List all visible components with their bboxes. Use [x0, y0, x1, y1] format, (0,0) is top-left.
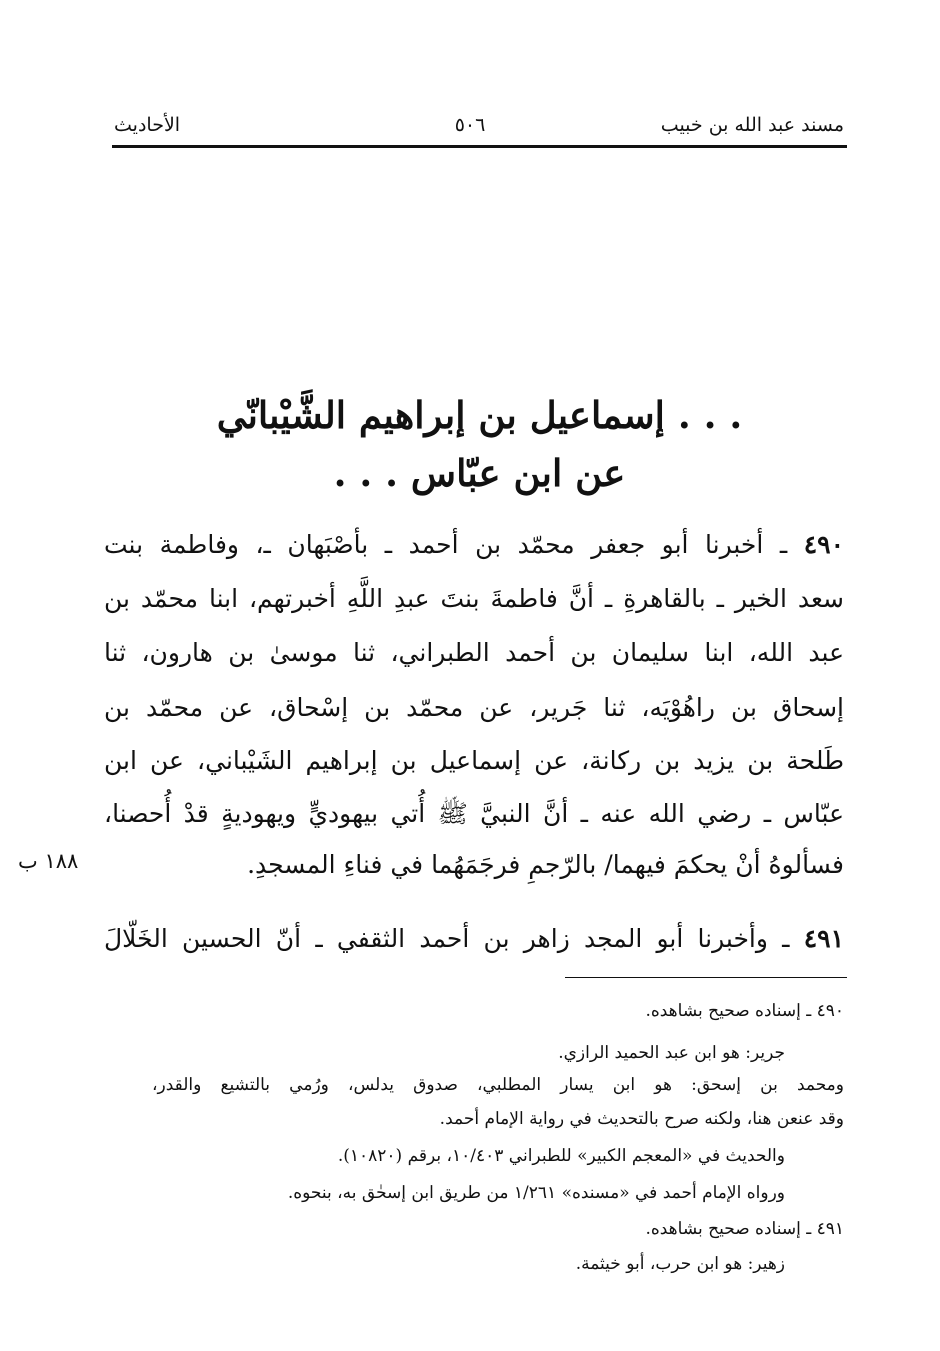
header-book-title: مسند عبد الله بن خبيب [660, 114, 844, 136]
footnote-490-narrator-jarir: جرير: هو ابن عبد الحميد الرازي. [558, 1043, 785, 1063]
hadith-491-line-1 [104, 921, 844, 957]
footnote-490-tadlis-note: وقد عنعن هنا، ولكنه صرح بالتحديث في رواية الإمام أحمد. [439, 1109, 844, 1129]
hadith-number: ٤٩١ [803, 924, 845, 953]
hadith-490-line-2: سعد الخير ـ بالقاهرةِ ـ أنَّ فاطمةَ بنتَ عبدِ اللَّهِ أخبرتهم، ابنا محمّد بن [104, 584, 844, 613]
footnote-490-source-tabarani: والحديث في «المعجم الكبير» للطبراني ١٠/٤٠٣، برقم (١٠٨٢٠). [337, 1146, 785, 1166]
hadith-490-line-4: إسحاق بن راهُوْيَه، ثنا جَرير، عن محمّد بن إسْحاق، عن محمّد بن [104, 693, 844, 722]
footnote-separator [565, 977, 847, 978]
hadith-490-line-1 [104, 527, 844, 563]
hadith-490-line-3: عبد الله، ابنا سليمان بن أحمد الطبراني، ثنا موسىٰ بن هارون، ثنا [104, 638, 844, 667]
hadith-490-line-7: فسألوهُ أنْ يحكمَ فيهما/ بالرّجمِ فرجَمَهُما في فناءِ المسجدِ. [247, 850, 844, 879]
section-heading-line-2: عن ابن عبّاس . . . [333, 451, 626, 495]
header-section-title: الأحاديث [114, 114, 181, 136]
footnote-491-grade: ٤٩١ ـ إسناده صحيح بشاهده. [645, 1219, 844, 1239]
hadith-text: ـ وأخبرنا أبو المجد زاهر بن أحمد الثقفي ـ أنّ الحسين الخَلّالَ [104, 924, 790, 953]
hadith-490-line-6: عبّاس ـ رضي الله عنه ـ أنَّ النبيَّ ﷺ أُتي بيهوديٍّ ويهوديةٍ قدْ أُحصنا، [104, 799, 844, 828]
hadith-number: ٤٩٠ [803, 530, 845, 559]
page-number: ٥٠٦ [454, 114, 486, 136]
footnote-490-grade: ٤٩٠ ـ إسناده صحيح بشاهده. [645, 1001, 844, 1021]
manuscript-folio-marker: ١٨٨ ب [18, 849, 79, 873]
footnote-490-narrator-ibn-ishaq: ومحمد بن إسحق: هو ابن يسار المطلبي، صدوق يدلس، ورُمي بالتشيع والقدر، [152, 1075, 844, 1095]
section-heading-line-1: . . . إسماعيل بن إبراهيم الشَّيْبانّي [216, 393, 743, 437]
footnote-491-narrator-zuhair: زهير: هو ابن حرب، أبو خيثمة. [575, 1254, 785, 1274]
header-rule [112, 145, 847, 148]
hadith-490-line-5: طَلحة بن يزيد بن ركانة، عن إسماعيل بن إبراهيم الشَيْباني، عن ابن [104, 746, 844, 775]
footnote-490-source-ahmad: ورواه الإمام أحمد في «مسنده» ١/٢٦١ من طريق ابن إسحٰق به، بنحوه. [287, 1183, 785, 1203]
hadith-text: ـ أخبرنا أبو جعفر محمّد بن أحمد ـ بأصْبَهان ـ، وفاطمة بنت [104, 530, 788, 559]
